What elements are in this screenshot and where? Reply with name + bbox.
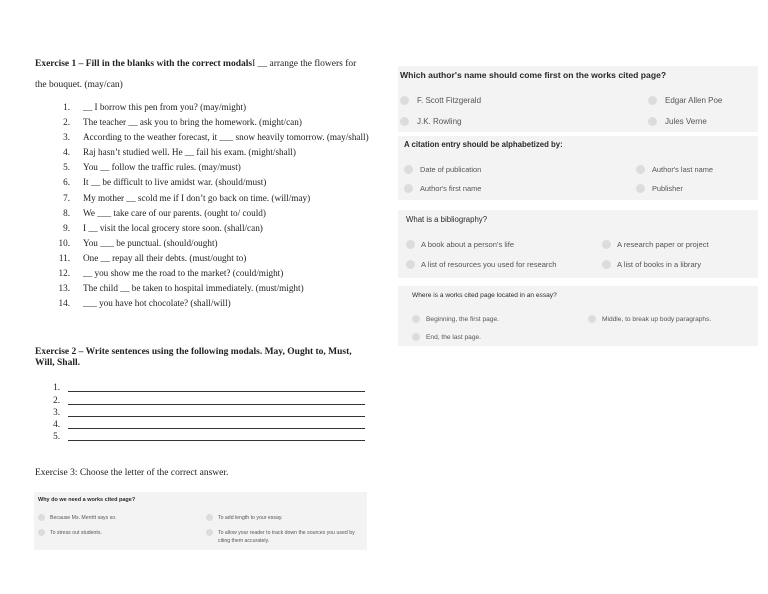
list-item — [35, 238, 370, 249]
item-text: ___ you have hot chocolate? (shall/will) — [83, 298, 231, 309]
line-number: 2. — [53, 394, 60, 405]
radio-icon[interactable] — [602, 240, 611, 249]
radio-icon[interactable] — [648, 117, 657, 126]
item-number: 2. — [63, 117, 70, 128]
answer-option[interactable] — [412, 333, 481, 341]
item-number: 14. — [58, 298, 70, 309]
option-label: J.K. Rowling — [417, 117, 462, 126]
radio-icon[interactable] — [206, 514, 213, 521]
quiz-card-citation-alphabetize — [398, 136, 758, 200]
answer-option[interactable] — [412, 315, 499, 323]
option-label: A book about a person's life — [421, 240, 515, 249]
option-label: Author's last name — [652, 165, 713, 174]
question-text: Why do we need a works cited page? — [38, 497, 136, 503]
item-number: 5. — [63, 162, 70, 173]
line-number: 5. — [53, 431, 60, 442]
option-label: A research paper or project — [617, 240, 709, 249]
item-number: 6. — [63, 177, 70, 188]
item-text: We ___ take care of our parents. (ought to/ could) — [83, 207, 266, 218]
quiz-card-bibliography — [398, 210, 758, 278]
list-item — [35, 268, 370, 279]
list-item — [35, 132, 370, 143]
question-text: Which author's name should come first on the works cited page? — [400, 70, 667, 80]
list-item — [35, 177, 370, 188]
option-label: Because Ms. Merritt says so. — [50, 514, 117, 521]
item-number: 10. — [58, 237, 70, 248]
question-text: What is a bibliography? — [406, 215, 488, 224]
answer-line-row — [35, 380, 365, 392]
question-text: A citation entry should be alphabetized by: — [404, 140, 563, 149]
list-item — [35, 298, 370, 309]
list-item — [35, 117, 370, 128]
item-text: You __ follow the traffic rules. (may/must) — [83, 162, 241, 173]
list-item — [35, 253, 370, 264]
list-item — [35, 147, 370, 158]
answer-option[interactable] — [38, 514, 117, 521]
radio-icon[interactable] — [400, 96, 409, 105]
line-number: 3. — [53, 406, 60, 417]
answer-option[interactable] — [636, 165, 713, 174]
option-label: To allow your reader to track down the sources you used by citing them accurately. — [218, 530, 355, 544]
answer-option[interactable] — [406, 260, 557, 269]
radio-icon[interactable] — [406, 260, 415, 269]
exercise1-title — [35, 58, 370, 71]
item-text: I __ visit the local grocery store soon. (shall/can) — [83, 222, 263, 233]
list-item — [35, 193, 370, 204]
item-number: 9. — [63, 222, 70, 233]
item-number: 7. — [63, 192, 70, 203]
option-label: Beginning, the first page. — [426, 315, 499, 323]
radio-icon[interactable] — [648, 96, 657, 105]
answer-blank-line — [68, 408, 365, 417]
quiz-card-works-cited-location — [398, 286, 758, 346]
item-text: Raj hasn’t studied well. He __ fail his exam. (might/shall) — [83, 147, 296, 158]
option-label: A list of books in a library — [617, 260, 701, 269]
answer-option[interactable] — [404, 165, 481, 174]
option-label: Jules Verne — [665, 117, 707, 126]
option-label: F. Scott Fitzgerald — [417, 96, 482, 105]
option-label: A list of resources you used for research — [421, 260, 557, 269]
quiz-card-works-cited-purpose — [34, 492, 367, 550]
radio-icon[interactable] — [412, 333, 420, 341]
option-label: Date of publication — [420, 165, 482, 174]
radio-icon[interactable] — [206, 529, 213, 536]
answer-blank-line — [68, 432, 365, 441]
exercise2-title: Exercise 2 – Write sentences using the following modals. May, Ought to, Must, Will, Shall. — [35, 347, 352, 368]
radio-icon[interactable] — [38, 529, 45, 536]
exercise3-title: Exercise 3: Choose the letter of the correct answer. — [35, 468, 229, 478]
item-text: __ you show me the road to the market? (could/might) — [83, 268, 284, 279]
list-item — [35, 208, 370, 219]
item-number: 8. — [63, 207, 70, 218]
radio-icon[interactable] — [602, 260, 611, 269]
item-text: It __ be difficult to live amidst war. (should/must) — [83, 177, 267, 188]
radio-icon[interactable] — [636, 184, 645, 193]
quiz-card-author-order — [398, 66, 758, 132]
item-number: 13. — [58, 283, 70, 294]
option-label: Publisher — [652, 184, 683, 193]
exercise1-first-sentence-continuation: the bouquet. (may/can) — [35, 80, 123, 90]
item-text: __ I borrow this pen from you? (may/might) — [83, 102, 247, 112]
exercise1-list — [35, 102, 370, 313]
answer-option[interactable] — [38, 529, 102, 536]
option-label: Author's first name — [420, 184, 482, 193]
radio-icon[interactable] — [38, 514, 45, 521]
answer-line-row — [35, 405, 365, 417]
list-item — [35, 102, 370, 113]
answer-option[interactable] — [206, 529, 368, 545]
answer-line-row — [35, 429, 365, 441]
item-text: My mother __ scold me if I don’t go back on time. (will/may) — [83, 192, 311, 203]
answer-option[interactable] — [648, 117, 707, 126]
answer-option[interactable] — [602, 260, 701, 269]
radio-icon[interactable] — [588, 315, 596, 323]
answer-option[interactable] — [636, 184, 683, 193]
item-text: The child __ be taken to hospital immediately. (must/might) — [83, 283, 304, 294]
radio-icon[interactable] — [412, 315, 420, 323]
list-item — [35, 283, 370, 294]
answer-blank-line — [68, 383, 365, 392]
item-text: One __ repay all their debts. (must/ought to) — [83, 252, 247, 263]
radio-icon[interactable] — [636, 165, 645, 174]
exercise1-first-sentence: I __ arrange the flowers for — [252, 59, 357, 69]
radio-icon[interactable] — [406, 240, 415, 249]
list-item — [35, 162, 370, 173]
item-text: According to the weather forecast, it ___ snow heavily tomorrow. (may/shall) — [83, 132, 369, 143]
answer-line-row — [35, 417, 365, 429]
line-number: 1. — [53, 382, 60, 393]
radio-icon[interactable] — [400, 117, 409, 126]
answer-option[interactable] — [404, 184, 481, 193]
option-label: Edgar Allen Poe — [665, 96, 723, 105]
answer-line-row — [35, 392, 365, 404]
option-label: To stress out students. — [50, 529, 102, 536]
answer-blank-line — [68, 396, 365, 405]
list-item — [35, 223, 370, 234]
item-text: You ___ be punctual. (should/ought) — [83, 237, 218, 248]
item-text: The teacher __ ask you to bring the homework. (might/can) — [83, 117, 302, 128]
exercise2-answer-lines — [35, 380, 365, 441]
item-number: 4. — [63, 147, 70, 158]
answer-option[interactable] — [648, 96, 722, 105]
item-number: 3. — [63, 132, 70, 143]
option-label: Middle, to break up body paragraphs. — [602, 315, 712, 323]
answer-option[interactable] — [588, 315, 711, 323]
answer-option[interactable] — [406, 240, 514, 249]
radio-icon[interactable] — [404, 165, 413, 174]
answer-option[interactable] — [602, 240, 709, 249]
option-label: To add length to your essay. — [218, 514, 283, 521]
question-text: Where is a works cited page located in an essay? — [412, 292, 557, 299]
option-label: End, the last page. — [426, 333, 481, 341]
answer-option[interactable] — [206, 514, 283, 521]
item-number: 1. — [63, 102, 70, 112]
answer-option[interactable] — [400, 96, 481, 105]
answer-blank-line — [68, 420, 365, 429]
item-number: 12. — [58, 268, 70, 279]
radio-icon[interactable] — [404, 184, 413, 193]
answer-option[interactable] — [400, 117, 461, 126]
line-number: 4. — [53, 419, 60, 430]
item-number: 11. — [58, 252, 70, 263]
exercise1-heading: Exercise 1 – Fill in the blanks with the correct modals — [35, 59, 253, 69]
